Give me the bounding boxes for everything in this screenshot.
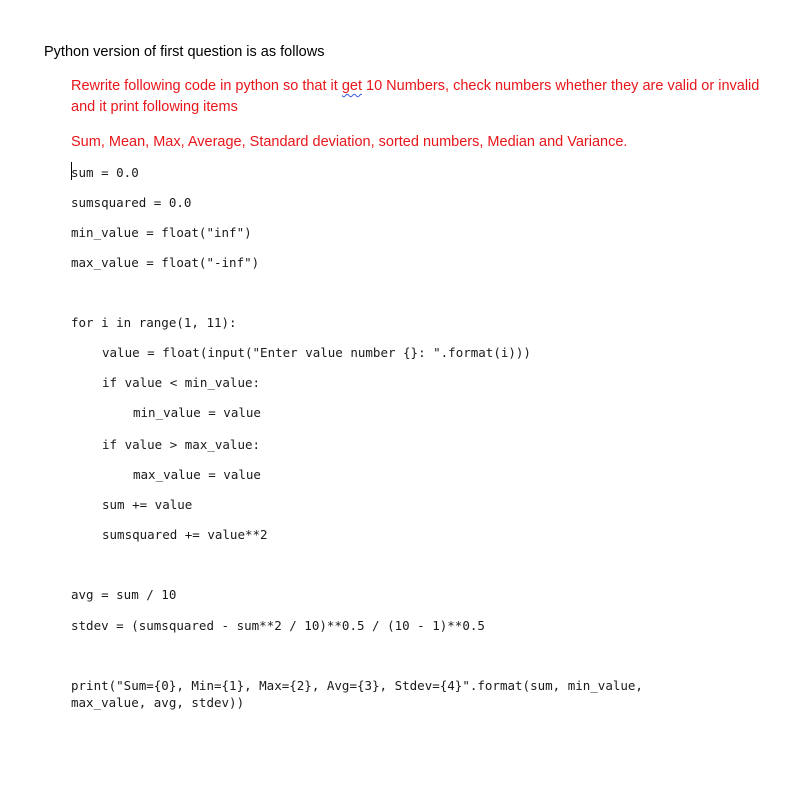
code-line-11: sum += value xyxy=(102,497,193,512)
code-line-6: value = float(input("Enter value number {}: ".format(i))) xyxy=(102,345,531,360)
code-line-15: print("Sum={0}, Min={1}, Max={2}, Avg={3}, Stdev={4}".format(sum, min_value, xyxy=(71,678,643,693)
code-line-5: for i in range(1, 11): xyxy=(71,315,237,330)
code-line-4: max_value = float("-inf") xyxy=(71,255,260,270)
spellcheck-word-get[interactable]: get xyxy=(341,78,362,94)
code-line-1: sum = 0.0 xyxy=(71,165,139,180)
question-text-start: Rewrite following code in python so that it xyxy=(71,78,342,94)
question-requirements: Sum, Mean, Max, Average, Standard deviation, sorted numbers, Median and Variance. xyxy=(71,134,628,150)
code-line-12: sumsquared += value**2 xyxy=(102,527,268,542)
code-line-9: if value > max_value: xyxy=(102,437,261,452)
question-paragraph xyxy=(71,76,771,118)
question-text-end: 10 Numbers, check numbers whether they are valid or invalid and it print following items xyxy=(71,78,760,115)
code-line-16: max_value, avg, stdev)) xyxy=(71,695,245,710)
code-line-3: min_value = float("inf") xyxy=(71,225,252,240)
code-line-7: if value < min_value: xyxy=(102,375,261,390)
code-line-8: min_value = value xyxy=(133,405,261,420)
code-line-10: max_value = value xyxy=(133,467,261,482)
code-line-14: stdev = (sumsquared - sum**2 / 10)**0.5 / (10 - 1)**0.5 xyxy=(71,618,485,633)
code-line-13: avg = sum / 10 xyxy=(71,587,177,602)
document-heading: Python version of first question is as follows xyxy=(44,44,325,60)
code-line-2: sumsquared = 0.0 xyxy=(71,195,192,210)
